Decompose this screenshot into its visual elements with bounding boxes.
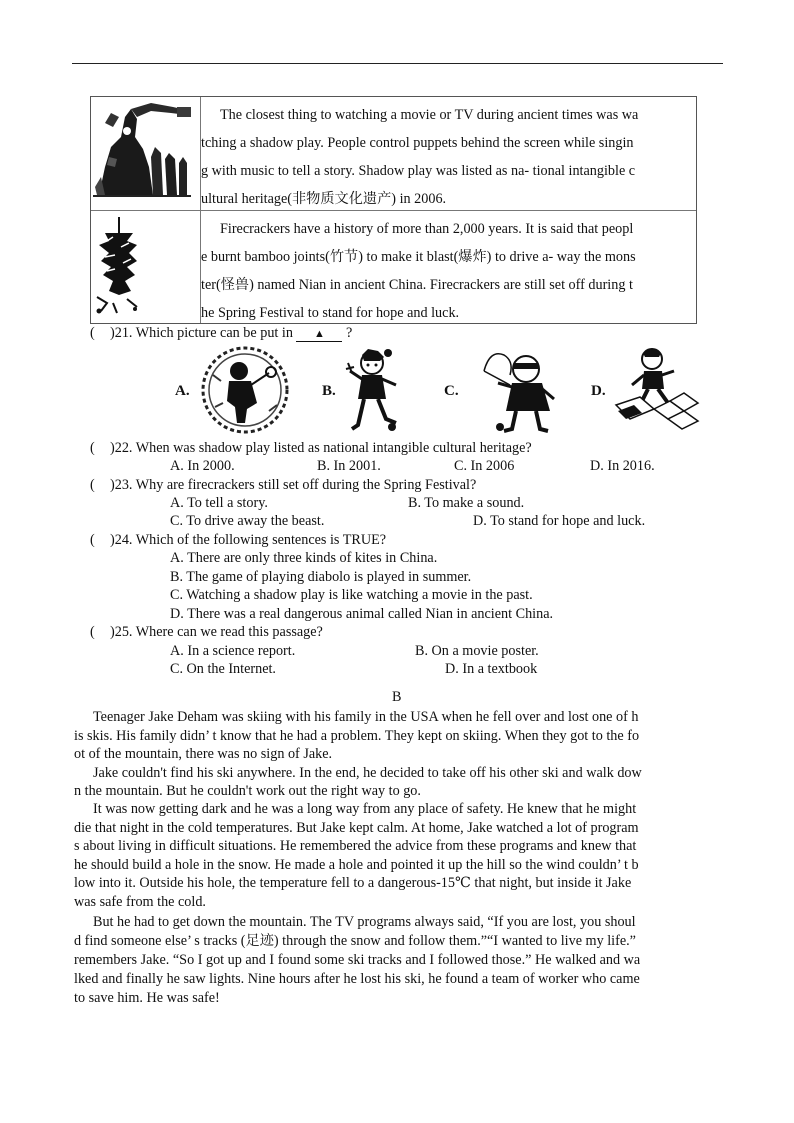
q22-option-b[interactable]: B. In 2001. (317, 458, 381, 474)
q25-option-a[interactable]: A. In a science report. (170, 643, 296, 659)
passage-line: s about living in difficult situations. He remembered the advice from these programs and knew that (74, 838, 637, 854)
q24-option-b[interactable]: B. The game of playing diabolo is played in summer. (170, 569, 472, 585)
answer-paren[interactable]: ( (90, 325, 106, 341)
text-line: The closest thing to watching a movie or TV during ancient times was wa (220, 107, 639, 123)
passage-line: It was now getting dark and he was a long way from any place of safety. He knew that he might (93, 801, 637, 817)
passage-line: lked and finally he saw lights. Nine hours after he lost his ski, he found a team of worker who came (74, 971, 640, 987)
question-25: ( )25. Where can we read this passage? (90, 624, 323, 640)
section-b-heading: B (392, 689, 402, 705)
text-line: e burnt bamboo joints(竹节) to make it blast(爆炸) to drive a- way the mons (201, 249, 636, 265)
q23-option-b[interactable]: B. To make a sound. (408, 495, 525, 511)
passage-line: ot of the mountain, there was no sign of Jake. (74, 746, 333, 762)
option-c-label[interactable]: C. (444, 383, 459, 399)
q22-option-d[interactable]: D. In 2016. (590, 458, 655, 474)
passage-line: die that night in the cold temperatures. But Jake kept calm. At home, Jake watched a lot of program (74, 820, 639, 836)
q25-option-b[interactable]: B. On a movie poster. (415, 643, 539, 659)
text-line: tching a shadow play. People control puppets behind the screen while singin (201, 135, 634, 151)
q24-option-c[interactable]: C. Watching a shadow play is like watching a movie in the past. (170, 587, 533, 603)
answer-paren[interactable]: ( (90, 477, 106, 493)
answer-paren[interactable]: ( (90, 532, 106, 548)
q22-option-c[interactable]: C. In 2006 (454, 458, 515, 474)
passage-line: he should build a hole in the snow. He made a hole and pointed it up the hill so the wind couldn’ t b (74, 857, 639, 873)
text-line: ter(怪兽) named Nian in ancient China. Firecrackers are still set off during t (201, 277, 633, 293)
shadow-play-picture (91, 97, 201, 210)
q22-option-a[interactable]: A. In 2000. (170, 458, 235, 474)
q23-option-c[interactable]: C. To drive away the beast. (170, 513, 325, 529)
passage-line: is skis. His family didn’ t know that he had a problem. They kept on skiing. When they got to the fo (74, 728, 640, 744)
text-line: ultural heritage(非物质文化遗产) in 2006. (201, 191, 447, 207)
firecrackers-text (201, 211, 696, 323)
answer-paren[interactable]: ( (90, 440, 106, 456)
text-line: he Spring Festival to stand for hope and luck. (201, 305, 460, 321)
passage-line: Jake couldn't find his ski anywhere. In the end, he decided to take off his other ski and walk dow (93, 765, 642, 781)
question-23: ( )23. Why are firecrackers still set off during the Spring Festival? (90, 477, 477, 493)
info-table (90, 96, 697, 324)
q25-option-d[interactable]: D. In a textbook (445, 661, 538, 677)
q24-option-d[interactable]: D. There was a real dangerous animal called Nian in ancient China. (170, 606, 554, 622)
option-d-label[interactable]: D. (591, 383, 606, 399)
passage-line: n the mountain. But he couldn't work out the right way to go. (74, 783, 421, 799)
shadow-puppet-image (91, 97, 200, 210)
q25-option-c[interactable]: C. On the Internet. (170, 661, 276, 677)
passage-line: was safe from the cold. (74, 894, 206, 910)
question-24: ( )24. Which of the following sentences is TRUE? (90, 532, 387, 548)
q23-option-d[interactable]: D. To stand for hope and luck. (473, 513, 646, 529)
option-c-image[interactable] (480, 345, 560, 435)
table-row-shadow-play (91, 97, 696, 211)
table-row-firecrackers (91, 211, 696, 323)
text-line: Firecrackers have a history of more than 2,000 years. It is said that peopl (220, 221, 634, 237)
passage-line: remembers Jake. “So I got up and I found some ski tracks and I followed those.” He walked and wa (74, 952, 641, 968)
passage-line: But he had to get down the mountain. The TV programs always said, “If you are lost, you shoul (93, 914, 636, 930)
question-21: ( )21. Which picture can be put in ▲ ? (90, 325, 353, 341)
text-line: g with music to tell a story. Shadow play was listed as na- tional intangible c (201, 163, 636, 179)
shadow-play-text (201, 97, 696, 210)
passage-line: d find someone else’ s tracks (足迹) through the snow and follow them.”“I wanted to live my life.” (74, 933, 636, 949)
q24-option-a[interactable]: A. There are only three kinds of kites in China. (170, 550, 438, 566)
header-rule (72, 63, 723, 64)
answer-blank: ▲ (296, 327, 342, 342)
passage-line: Teenager Jake Deham was skiing with his family in the USA when he fell over and lost one of h (93, 709, 639, 725)
option-a-image[interactable] (199, 345, 291, 435)
option-b-image[interactable] (342, 345, 412, 435)
option-b-label[interactable]: B. (322, 383, 336, 399)
option-d-image[interactable] (610, 345, 702, 433)
answer-paren[interactable]: ( (90, 624, 106, 640)
question-22: ( )22. When was shadow play listed as national intangible cultural heritage? (90, 440, 532, 456)
firecrackers-picture (91, 211, 201, 323)
q23-option-a[interactable]: A. To tell a story. (170, 495, 268, 511)
passage-line: low into it. Outside his hole, the temperature fell to a dangerous-15℃ that night, but inside it Jake (74, 875, 632, 891)
firecrackers-image (91, 211, 200, 323)
option-a-label[interactable]: A. (175, 383, 190, 399)
passage-line: to save him. He was safe! (74, 990, 220, 1006)
